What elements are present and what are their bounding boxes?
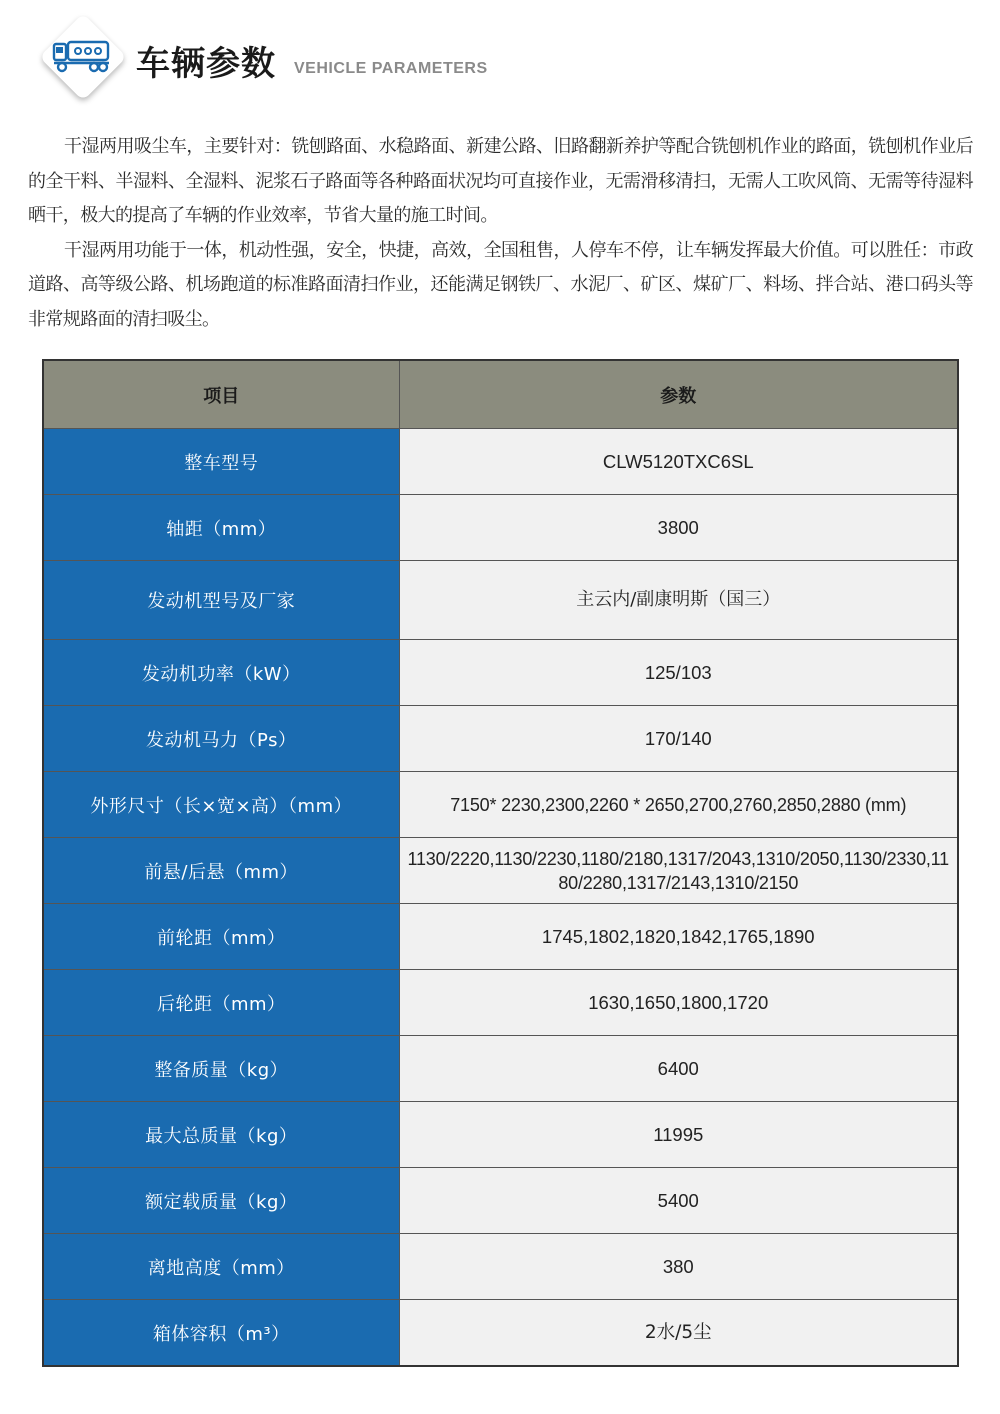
row-label: 外形尺寸（长×宽×高）（mm） [43, 772, 399, 838]
table-row [43, 1300, 958, 1367]
row-label: 最大总质量（kg） [43, 1102, 399, 1168]
row-label: 前悬/后悬（mm） [43, 838, 399, 904]
table-row [43, 1168, 958, 1234]
section-header [40, 14, 640, 104]
table-row [43, 772, 958, 838]
table-row [43, 904, 958, 970]
row-value: 3800 [399, 495, 958, 561]
row-value: 170/140 [399, 706, 958, 772]
header-param: 参数 [399, 360, 958, 429]
row-value: 11995 [399, 1102, 958, 1168]
table-row [43, 838, 958, 904]
intro-paragraph-1: 干湿两用吸尘车，主要针对：铣刨路面、水稳路面、新建公路、旧路翻新养护等配合铣刨机作业的路面，铣刨机作业后的全干料、半湿料、全湿料、泥浆石子路面等各种路面状况均可直接作业，无需滑移清扫，无需人工吹风筒、无需等待湿料晒干，极大的提高了车辆的作业效率，节省大量的施工时间。 [28, 136, 973, 226]
row-label: 发动机型号及厂家 [43, 561, 399, 640]
row-value: 2水/5尘 [399, 1300, 958, 1367]
table-header-row [43, 360, 958, 429]
row-value: 主云内/副康明斯（国三） [399, 561, 958, 640]
row-label: 发动机马力（Ps） [43, 706, 399, 772]
table-row [43, 706, 958, 772]
row-value: 1130/2220,1130/2230,1180/2180,1317/2043,1310/2050,1130/2330,1180/2280,1317/2143,1310/2150 [399, 838, 958, 904]
table-row [43, 495, 958, 561]
table-row [43, 1234, 958, 1300]
row-value: 6400 [399, 1036, 958, 1102]
row-value: 5400 [399, 1168, 958, 1234]
row-value: 125/103 [399, 640, 958, 706]
row-label: 箱体容积（m³） [43, 1300, 399, 1367]
row-label: 前轮距（mm） [43, 904, 399, 970]
table-row [43, 1102, 958, 1168]
table-row [43, 970, 958, 1036]
table-row [43, 561, 958, 640]
row-label: 后轮距（mm） [43, 970, 399, 1036]
table-row [43, 640, 958, 706]
page-title: 车辆参数 [136, 44, 276, 84]
row-label: 离地高度（mm） [43, 1234, 399, 1300]
table-row [43, 429, 958, 495]
page-subtitle: VEHICLE PARAMETERS [294, 60, 488, 77]
parameters-table [42, 359, 959, 1367]
intro-paragraph-2: 干湿两用功能于一体，机动性强，安全，快捷，高效，全国租售，人停车不停，让车辆发挥最大价值。可以胜任：市政道路、高等级公路、机场跑道的标准路面清扫作业，还能满足钢铁厂、水泥厂、矿区、煤矿厂、料场、拌合站、港口码头等非常规路面的清扫吸尘。 [28, 239, 973, 330]
header-item: 项目 [43, 360, 399, 429]
row-label: 发动机功率（kW） [43, 640, 399, 706]
row-label: 额定载质量（kg） [43, 1168, 399, 1234]
row-value: 1630,1650,1800,1720 [399, 970, 958, 1036]
row-value: 380 [399, 1234, 958, 1300]
row-value: 1745,1802,1820,1842,1765,1890 [399, 904, 958, 970]
row-value: CLW5120TXC6SL [399, 429, 958, 495]
row-label: 轴距（mm） [43, 495, 399, 561]
row-value: 7150* 2230,2300,2260 * 2650,2700,2760,2850,2880 (mm) [399, 772, 958, 838]
table-row [43, 1036, 958, 1102]
row-label: 整车型号 [43, 429, 399, 495]
truck-icon [52, 38, 112, 76]
row-label: 整备质量（kg） [43, 1036, 399, 1102]
intro-text [28, 130, 973, 337]
